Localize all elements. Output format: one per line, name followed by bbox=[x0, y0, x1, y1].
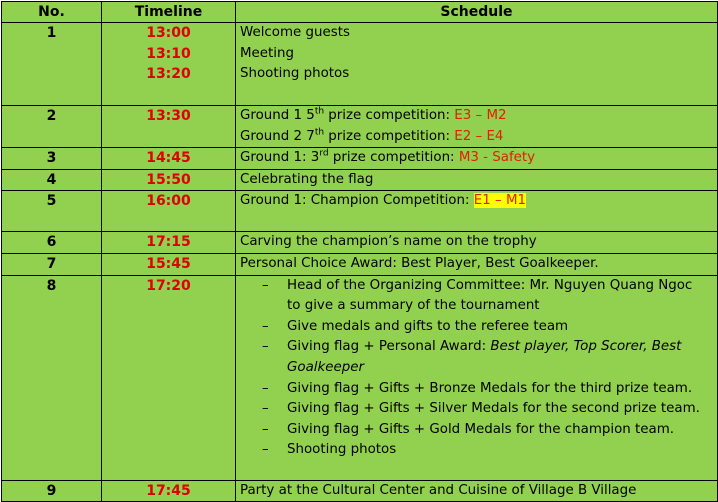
row-schedule bbox=[236, 232, 718, 254]
schedule-text bbox=[240, 191, 717, 212]
row-number: 4 bbox=[2, 169, 102, 191]
ordinal-suffix: th bbox=[314, 127, 325, 138]
row-time: 13:30 bbox=[102, 106, 236, 148]
text-part: prize competition: bbox=[324, 128, 455, 144]
schedule-text: Party at the Cultural Center and Cuisine of Village B Village bbox=[240, 482, 637, 498]
schedule-text bbox=[240, 106, 717, 127]
table-row bbox=[2, 169, 718, 191]
row-number: 7 bbox=[2, 253, 102, 275]
row-schedule bbox=[236, 23, 718, 106]
dash-bullet-icon: – bbox=[262, 339, 269, 355]
list-item-text: Giving flag + Gifts + Silver Medals for the second prize team. bbox=[287, 401, 700, 417]
list-item-text: Giving flag + Personal Award: bbox=[287, 339, 491, 355]
schedule-text bbox=[240, 148, 717, 169]
text-part: prize competition: bbox=[324, 108, 455, 123]
list-item bbox=[240, 440, 717, 461]
row-number: 2 bbox=[2, 106, 102, 148]
row-time: 17:45 bbox=[102, 480, 236, 502]
schedule-text: Shooting photos bbox=[240, 66, 350, 82]
list-item-text: Head of the Organizing Committee: Mr. Nguyen Quang Ngoc to give a summary of the tournament bbox=[287, 277, 693, 314]
award-names: Best player, Top Scorer, Best Goalkeeper bbox=[287, 339, 682, 375]
schedule-text: Welcome guests bbox=[240, 25, 350, 40]
time-value: 13:00 bbox=[146, 25, 191, 41]
list-item-text: Giving flag + Gifts + Bronze Medals for the third prize team. bbox=[287, 380, 693, 396]
text-part: Ground 1: Champion Competition: bbox=[240, 193, 474, 209]
list-item bbox=[240, 399, 717, 420]
ordinal-suffix: rd bbox=[319, 148, 329, 159]
schedule-table bbox=[1, 1, 718, 502]
list-item bbox=[240, 276, 717, 317]
text-part: Ground 1 5 bbox=[240, 108, 315, 123]
header-timeline: Timeline bbox=[102, 2, 236, 23]
row-time: 16:00 bbox=[102, 191, 236, 232]
ordinal-suffix: th bbox=[314, 106, 325, 117]
row-time: 15:45 bbox=[102, 253, 236, 275]
table-row bbox=[2, 275, 718, 480]
list-item bbox=[240, 379, 717, 400]
schedule-text: Personal Choice Award: Best Player, Best Goalkeeper. bbox=[240, 255, 599, 271]
table-row bbox=[2, 232, 718, 254]
header-no: No. bbox=[2, 2, 102, 23]
table-row bbox=[2, 23, 718, 106]
row-number: 5 bbox=[2, 191, 102, 232]
list-item bbox=[240, 317, 717, 338]
bullet-list bbox=[240, 276, 717, 461]
dash-bullet-icon: – bbox=[262, 380, 269, 396]
row-schedule bbox=[236, 106, 718, 148]
table-row bbox=[2, 253, 718, 275]
time-value: 13:20 bbox=[146, 66, 191, 83]
table-row bbox=[2, 148, 718, 170]
row-schedule bbox=[236, 191, 718, 232]
row-number: 6 bbox=[2, 232, 102, 254]
row-number: 3 bbox=[2, 148, 102, 170]
list-item bbox=[240, 420, 717, 441]
row-schedule bbox=[236, 480, 718, 502]
row-schedule bbox=[236, 253, 718, 275]
row-number: 8 bbox=[2, 275, 102, 480]
text-part: Ground 1: 3 bbox=[240, 150, 320, 166]
match-label: E3 – M2 bbox=[454, 108, 507, 123]
row-number: 1 bbox=[2, 23, 102, 106]
text-part: prize competition: bbox=[328, 150, 459, 166]
list-item-text: Shooting photos bbox=[287, 442, 397, 458]
dash-bullet-icon: – bbox=[262, 421, 269, 437]
header-row bbox=[2, 2, 718, 23]
row-schedule bbox=[236, 148, 718, 170]
schedule-text bbox=[240, 127, 717, 148]
list-item bbox=[240, 337, 717, 378]
text-part: Ground 2 7 bbox=[240, 128, 315, 144]
dash-bullet-icon: – bbox=[262, 401, 269, 417]
row-time: 17:20 bbox=[102, 275, 236, 480]
schedule-text: Celebrating the flag bbox=[240, 171, 374, 187]
dash-bullet-icon: – bbox=[262, 277, 269, 293]
schedule-text: Meeting bbox=[240, 45, 294, 61]
list-item-text: Giving flag + Gifts + Gold Medals for the champion team. bbox=[287, 421, 675, 437]
time-value: 13:10 bbox=[146, 45, 191, 62]
row-number: 9 bbox=[2, 480, 102, 502]
row-schedule bbox=[236, 275, 718, 480]
row-schedule bbox=[236, 169, 718, 191]
match-label: E2 – E4 bbox=[454, 128, 504, 144]
table-row bbox=[2, 480, 718, 502]
table-row bbox=[2, 106, 718, 148]
row-time: 15:50 bbox=[102, 169, 236, 191]
table-row bbox=[2, 191, 718, 232]
highlighted-match-label: E1 – M1 bbox=[473, 193, 527, 209]
row-time bbox=[102, 23, 236, 106]
match-label: M3 - Safety bbox=[458, 150, 536, 166]
dash-bullet-icon: – bbox=[262, 442, 269, 458]
row-time: 14:45 bbox=[102, 148, 236, 170]
dash-bullet-icon: – bbox=[262, 318, 269, 334]
schedule-text: Carving the champion’s name on the trophy bbox=[240, 234, 537, 250]
row-time: 17:15 bbox=[102, 232, 236, 254]
header-schedule: Schedule bbox=[236, 2, 718, 23]
list-item-text: Give medals and gifts to the referee team bbox=[287, 318, 569, 334]
